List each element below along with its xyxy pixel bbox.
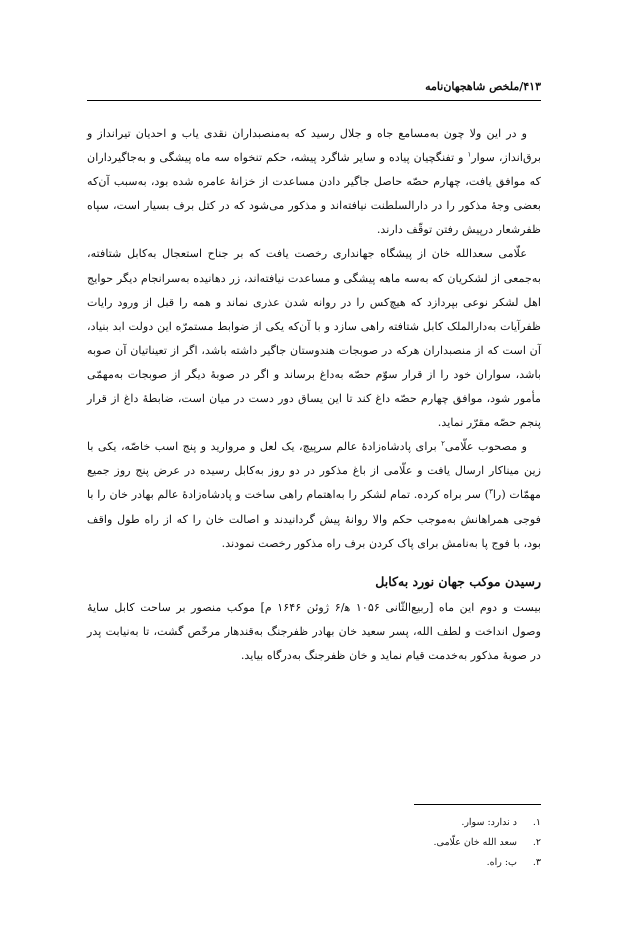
footnote-ref-1[interactable]: ۱ bbox=[467, 150, 472, 159]
section-heading: رسیدن موکب جهان نورد به‌کابل bbox=[375, 573, 541, 589]
footnote-rule bbox=[414, 804, 541, 805]
footnote-ref-3[interactable]: ۳ bbox=[489, 487, 493, 496]
running-header: ۴۱۳/ملخص شاهجهان‌نامه bbox=[425, 80, 541, 93]
body-text bbox=[87, 122, 541, 668]
section-paragraph: بیست و دوم این ماه [ربیع‌الثّانی ۱۰۵۶ ه‍/۶ ژوئن ۱۶۴۶ م] موکب منصور بر ساحت کابل سایهٔ وصول انداخت و لطف الله، پسر سعید خان بهادر ظفرجنگ به‌قندهار مرخّص گشت، تا به‌نیابت پدر در صوبهٔ مذکور به‌خدمت قیام نماید و خان ظفرجنگ به‌درگاه بیاید. bbox=[87, 600, 541, 662]
header-rule bbox=[87, 100, 541, 101]
footnote-1: ۱. د ندارد: سوار. bbox=[461, 817, 541, 828]
paragraph-1: و در این ولا چون به‌مسامع جاه و جلال رسید که به‌منصبداران نقدی یاب و احدیان تیرانداز و برق‌انداز، سوار$^۱$ و تفنگچیان پیاده و سایر شاگرد پیشه، حکم تنخواه سه ماه پیشگی و به‌جاگیرداران که موافق یافت، چهارم حصّه حاصل جاگیر دادن مساعدت از خزانهٔ عامره شده بود، به‌سبب آن‌که بعضی وجهٔ مذکور را در دارالسلطنت نیافته‌اند و مذکور می‌شود که در کتل برف بسیار است، سپاه ظفرشعار درپیش رفتن توقّف دارند. bbox=[87, 127, 541, 237]
paragraph-2: علّامی سعدالله خان از پیشگاه جهانداری رخصت یافت که بر جناح استعجال به‌کابل شتافته، به‌جمعی از لشکریان که به‌سه ماهه پیشگی و مساعدت نیافته‌اند، زر دهانیده به‌سرانجام دیگر حوایج اهل لشکر نوعی بپردازد که هیچ‌کس را در روانه شدن عذری نماند و همه را قبل از ورود رایات ظفرآیات به‌دارالملک کابل شتافته راهی سازد و با آن‌که یکی از ضوابط مستمرّه این دولت ابد بنیاد، آن است که از منصبداران هرکه در صوبجات هندوستان جاگیر داشته باشد، اگر از تعیناتیان آن صوبه باشد، سواران خود را از قرار سوّم حصّه به‌داغ برساند و اگر در صوبهٔ دیگر از صوبجات به‌مهمّی مأمور شود، موافق چهارم حصّه داغ کند تا این یساق دور دست در میان است، ضابطهٔ داغ از قرار پنجم حصّه مقرّر نماید. bbox=[87, 247, 541, 430]
paragraph-3: و مصحوب علّامی$^۲$ برای پادشاه‌زادهٔ عالم سرپیچ، یک لعل و مروارید و پنج اسب خاصّه، یکی با زین میناکار ارسال یافت و علّامی از باغ مذکور در دو روز به‌کابل رسیده در عرض پنج روز جمیع مهمّات (را$^۳$) سر براه کرده. تمام لشکر را به‌اهتمام راهی ساخت و پادشاه‌زادهٔ عالم بهادر خان را با فوجی همراهانش به‌موجب حکم والا روانهٔ پیش گردانیدند و اصالت خان را که از راه طول واقف بود، با فوج پا به‌نامش برای پاک کردن برف راه مذکور رخصت نمودند. bbox=[87, 439, 541, 550]
footnote-2: ۲. سعد الله خان علّامی. bbox=[433, 837, 541, 848]
document-page bbox=[87, 0, 541, 946]
footnote-3: ۳. ب: راه. bbox=[486, 857, 541, 868]
footnotes bbox=[434, 813, 541, 873]
footnote-ref-2[interactable]: ۲ bbox=[441, 439, 445, 448]
